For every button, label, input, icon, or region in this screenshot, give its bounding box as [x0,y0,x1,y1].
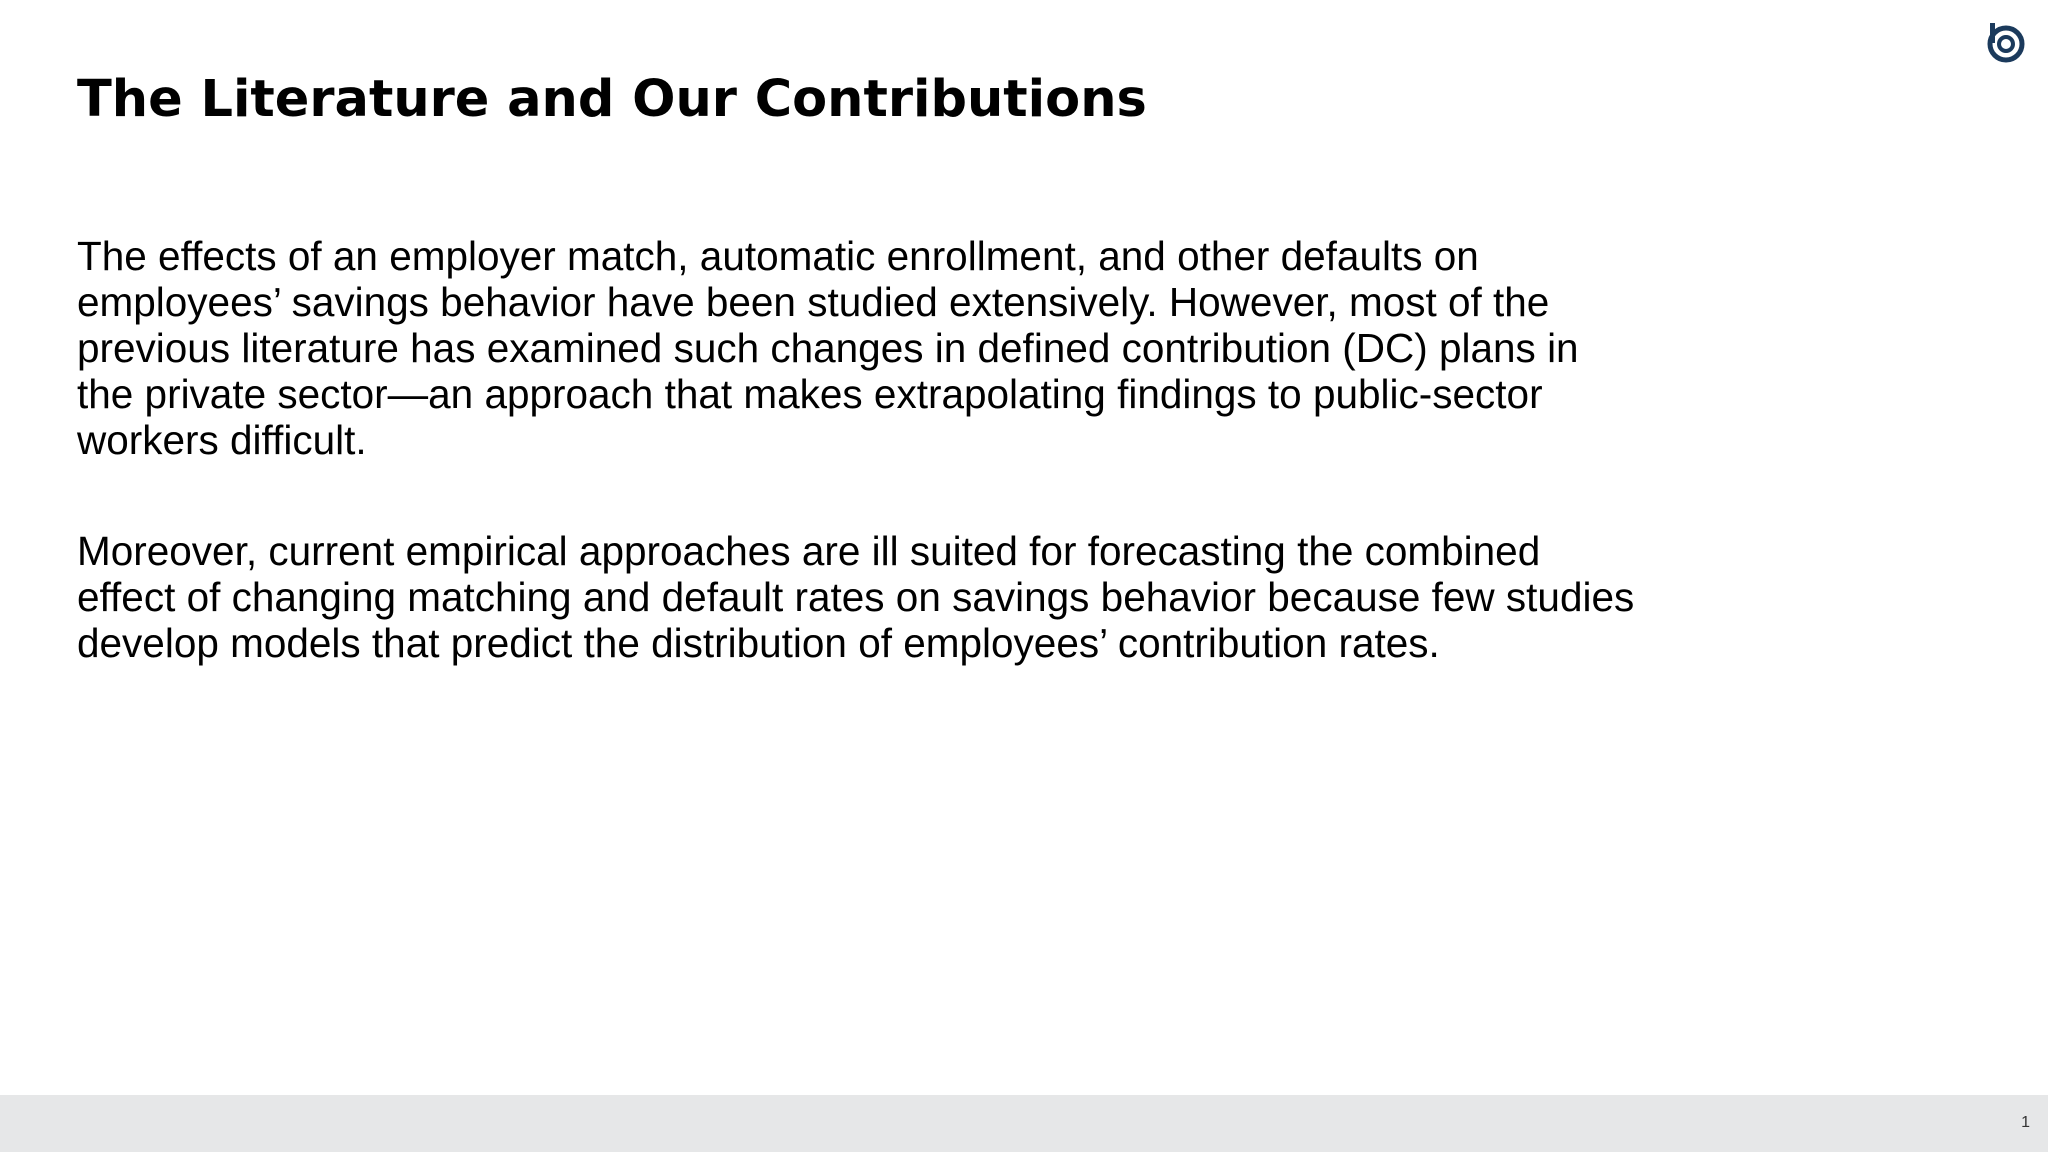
slide-title: The Literature and Our Contributions [77,70,1147,129]
body-paragraph-1: The effects of an employer match, automatic enrollment, and other defaults on employees’ savings behavior have been studied extensively. However, most of the previous literature has examined such changes in defined contribution (DC) plans in the private sector—an approach that makes extrapolating findings to public-sector workers difficult. [77,233,1579,463]
footer-bar [0,1095,2048,1152]
brand-logo-icon [1984,21,2028,65]
body-paragraph-2: Moreover, current empirical approaches are ill suited for forecasting the combined effect of changing matching and default rates on savings behavior because few studies develop models that predict the distribution of employees’ contribution rates. [77,528,1635,666]
page-number: 1 [2021,1114,2030,1131]
